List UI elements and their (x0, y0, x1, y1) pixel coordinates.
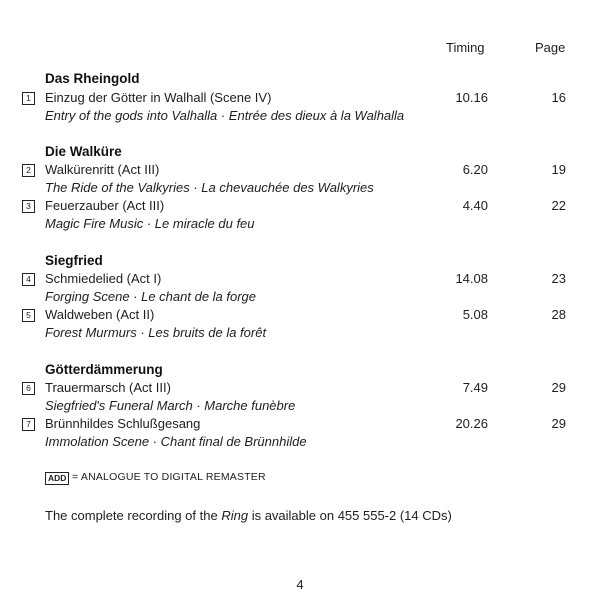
note-text-after: is available on 455 555-2 (14 CDs) (248, 508, 452, 523)
work-heading: Siegfried (45, 253, 103, 268)
track-number-box: 3 (22, 200, 35, 213)
work-heading: Das Rheingold (45, 71, 140, 86)
track-title: Waldweben (Act II) (45, 307, 155, 322)
track-page: 22 (551, 198, 566, 213)
complete-recording-note (45, 508, 452, 523)
work-heading: Die Walküre (45, 144, 122, 159)
track-number-box: 6 (22, 382, 35, 395)
note-text-before: The complete recording of the (45, 508, 222, 523)
track-page: 23 (551, 271, 566, 286)
track-timing: 14.08 (455, 271, 488, 286)
track-translation: Entry of the gods into Valhalla · Entrée des dieux à la Walhalla (45, 108, 405, 123)
track-page: 28 (551, 307, 566, 322)
track-translation: Siegfried's Funeral March · Marche funèbre (45, 398, 296, 413)
track-page: 29 (551, 380, 566, 395)
work-heading: Götterdämmerung (45, 362, 163, 377)
add-legend-text: = ANALOGUE TO DIGITAL REMASTER (72, 471, 266, 483)
track-page: 19 (551, 162, 566, 177)
track-timing: 10.16 (455, 90, 488, 105)
track-timing: 6.20 (462, 162, 488, 177)
timing-column-header: Timing (446, 40, 485, 55)
track-timing: 5.08 (462, 307, 488, 322)
track-translation: Forest Murmurs · Les bruits de la forêt (45, 325, 267, 340)
track-translation: Immolation Scene · Chant final de Brünnhilde (45, 434, 307, 449)
track-title: Schmiedelied (Act I) (45, 271, 162, 286)
track-timing: 7.49 (462, 380, 488, 395)
add-badge: ADD (45, 472, 69, 485)
track-title: Trauermarsch (Act III) (45, 380, 171, 395)
track-translation: Forging Scene · Le chant de la forge (45, 289, 257, 304)
track-title: Feuerzauber (Act III) (45, 198, 165, 213)
track-title: Walkürenritt (Act III) (45, 162, 160, 177)
note-ring-title: Ring (221, 508, 249, 523)
track-number-box: 5 (22, 309, 35, 322)
track-page: 16 (551, 90, 566, 105)
page-number: 4 (296, 577, 304, 592)
track-translation: The Ride of the Valkyries · La chevauchée des Walkyries (45, 180, 374, 195)
track-number-box: 4 (22, 273, 35, 286)
page-column-header: Page (535, 40, 566, 55)
track-title: Einzug der Götter in Walhall (Scene IV) (45, 90, 272, 105)
track-page: 29 (551, 416, 566, 431)
track-translation: Magic Fire Music · Le miracle du feu (45, 216, 255, 231)
track-title: Brünnhildes Schlußgesang (45, 416, 201, 431)
track-number-box: 1 (22, 92, 35, 105)
track-timing: 4.40 (462, 198, 488, 213)
track-number-box: 7 (22, 418, 35, 431)
track-timing: 20.26 (455, 416, 488, 431)
track-number-box: 2 (22, 164, 35, 177)
